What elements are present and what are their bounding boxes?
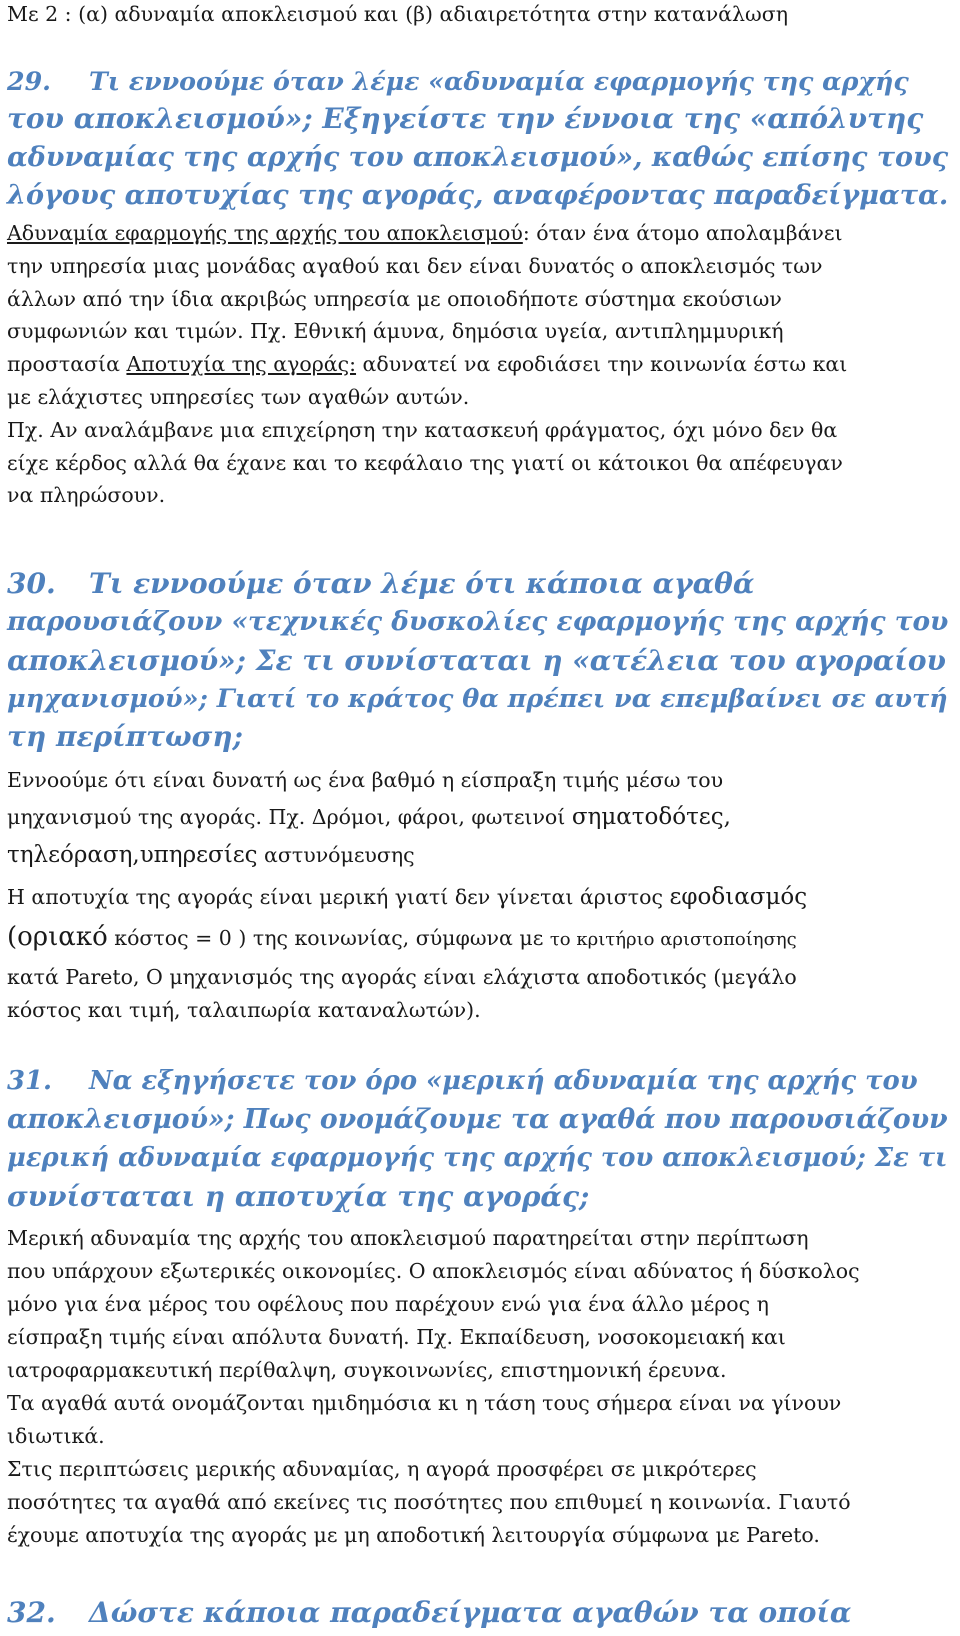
q29-body-line-3: άλλων από την ίδια ακριβώς υπηρεσία με οποιοδήποτε σύστημα εκούσιων bbox=[7, 287, 782, 311]
q32-title-line-1: 32. Δώστε κάποια παραδείγματα αγαθών τα οποία bbox=[7, 1596, 852, 1629]
q31-number: 31. bbox=[7, 1066, 52, 1096]
q29-body-line-2: την υπηρεσία μιας μονάδας αγαθού και δεν είναι δυνατός ο αποκλεισμός των bbox=[7, 254, 823, 278]
q30-title-line-2: παρουσιάζουν «τεχνικές δυσκολίες εφαρμογής της αρχής του bbox=[7, 606, 949, 637]
q30-body-line-3: τηλεόραση,υπηρεσίες αστυνόμευσης bbox=[7, 842, 415, 868]
q30-title-line-4: μηχανισμού»; Γιατί το κράτος θα πρέπει να επεμβαίνει σε αυτή bbox=[7, 684, 948, 714]
q31-title-line-4: συνίσταται η αποτυχία της αγοράς; bbox=[7, 1180, 590, 1213]
q29-title-line-1: 29. Τι εννοούμε όταν λέμε «αδυναμία εφαρμογής της αρχής bbox=[7, 66, 909, 96]
q29-body-line-4: συμφωνιών και τιμών. Πχ. Εθνική άμυνα, δημόσια υγεία, αντιπλημμυρική bbox=[7, 319, 784, 343]
q31-body-line-1: Μερική αδυναμία της αρχής του αποκλεισμού παρατηρείται στην περίπτωση bbox=[7, 1226, 809, 1250]
q29-body-line-9: να πληρώσουν. bbox=[7, 483, 166, 507]
q29-number: 29. bbox=[7, 66, 51, 96]
q30-body-line-6: κατά Pareto, Ο μηχανισμός της αγοράς είναι ελάχιστα αποδοτικός (μεγάλο bbox=[7, 965, 797, 989]
q31-body-line-10: έχουμε αποτυχία της αγοράς με μη αποδοτική λειτουργία σύμφωνα με Pareto. bbox=[7, 1523, 820, 1547]
q29-body-line-6: με ελάχιστες υπηρεσίες των αγαθών αυτών. bbox=[7, 385, 470, 409]
q30-body-line-4: Η αποτυχία της αγοράς είναι μερική γιατί δεν γίνεται άριστος εφοδιασμός bbox=[7, 884, 808, 910]
q30-body-line-7: κόστος και τιμή, ταλαιπωρία καταναλωτών). bbox=[7, 998, 481, 1022]
q29-term-market-failure: Αποτυχία της αγοράς: bbox=[126, 352, 357, 376]
q31-body-line-4: είσπραξη τιμής είναι απόλυτα δυνατή. Πχ. Εκπαίδευση, νοσοκομειακή και bbox=[7, 1325, 786, 1349]
q31-body-line-7: ιδιωτικά. bbox=[7, 1424, 105, 1448]
q31-body-line-3: μόνο για ένα μέρος του οφέλους που παρέχουν ενώ για ένα άλλο μέρος η bbox=[7, 1292, 769, 1316]
q31-title-line-3: μερική αδυναμία εφαρμογής της αρχής του αποκλεισμού; Σε τι bbox=[7, 1143, 948, 1173]
q29-body-line-1: Αδυναμία εφαρμογής της αρχής του αποκλεισμού: όταν ένα άτομο απολαμβάνει bbox=[7, 221, 843, 245]
q30-body-line-2: μηχανισμού της αγοράς. Πχ. Δρόμοι, φάροι, φωτεινοί σηματοδότες, bbox=[7, 804, 731, 830]
q30-title-line-3: αποκλεισμού»; Σε τι συνίσταται η «ατέλεια του αγοραίου bbox=[7, 644, 946, 677]
q29-body-line-8: είχε κέρδος αλλά θα έχανε και το κεφάλαιο της γιατί οι κάτοικοι θα απέφευγαν bbox=[7, 451, 843, 475]
q32-number: 32. bbox=[7, 1596, 56, 1629]
q29-title-line-4: λόγους αποτυχίας της αγοράς, αναφέροντας παραδείγματα. bbox=[7, 180, 949, 211]
q31-title-line-2: αποκλεισμού»; Πως ονομάζουμε τα αγαθά που παρουσιάζουν bbox=[7, 1104, 948, 1135]
q30-title-line-5: τη περίπτωση; bbox=[7, 720, 243, 753]
q31-body-line-5: ιατροφαρμακευτική περίθαλψη, συγκοινωνίες, επιστημονική έρευνα. bbox=[7, 1358, 727, 1382]
q30-number: 30. bbox=[7, 567, 56, 600]
intro-line: Με 2 : (α) αδυναμία αποκλεισμού και (β) αδιαιρετότητα στην κατανάλωση bbox=[7, 2, 788, 26]
q31-body-line-2: που υπάρχουν εξωτερικές οικονομίες. Ο αποκλεισμός είναι αδύνατος ή δύσκολος bbox=[7, 1259, 860, 1283]
q29-body-line-5: προστασία Αποτυχία της αγοράς: αδυνατεί να εφοδιάσει την κοινωνία έστω και bbox=[7, 352, 848, 376]
q29-body-line-7: Πχ. Αν αναλάμβανε μια επιχείρηση την κατασκευή φράγματος, όχι μόνο δεν θα bbox=[7, 418, 838, 442]
q30-title-line-1: 30. Τι εννοούμε όταν λέμε ότι κάποια αγαθά bbox=[7, 567, 755, 600]
q29-title-line-3: αδυναμίας της αρχής του αποκλεισμού», καθώς επίσης τους bbox=[7, 142, 949, 173]
q31-body-line-9: ποσότητες τα αγαθά από εκείνες τις ποσότητες που επιθυμεί η κοινωνία. Γιαυτό bbox=[7, 1490, 851, 1514]
q29-title-line-2: του αποκλεισμού»; Εξηγείστε την έννοια της «απόλυτης bbox=[7, 102, 924, 135]
q31-body-line-6: Τα αγαθά αυτά ονομάζονται ημιδημόσια κι η τάση τους σήμερα είναι να γίνουν bbox=[7, 1391, 842, 1415]
q30-body-line-1: Εννοούμε ότι είναι δυνατή ως ένα βαθμό η είσπραξη τιμής μέσω του bbox=[7, 768, 724, 792]
q31-title-line-1: 31. Να εξηγήσετε τον όρο «μερική αδυναμία της αρχής του bbox=[7, 1066, 918, 1096]
q30-body-line-5: (οριακό κόστος = 0 ) της κοινωνίας, σύμφωνα με το κριτήριο αριστοποίησης bbox=[7, 922, 797, 952]
q31-body-line-8: Στις περιπτώσεις μερικής αδυναμίας, η αγορά προσφέρει σε μικρότερες bbox=[7, 1457, 757, 1481]
q29-term-definition: Αδυναμία εφαρμογής της αρχής του αποκλεισμού bbox=[7, 221, 523, 245]
